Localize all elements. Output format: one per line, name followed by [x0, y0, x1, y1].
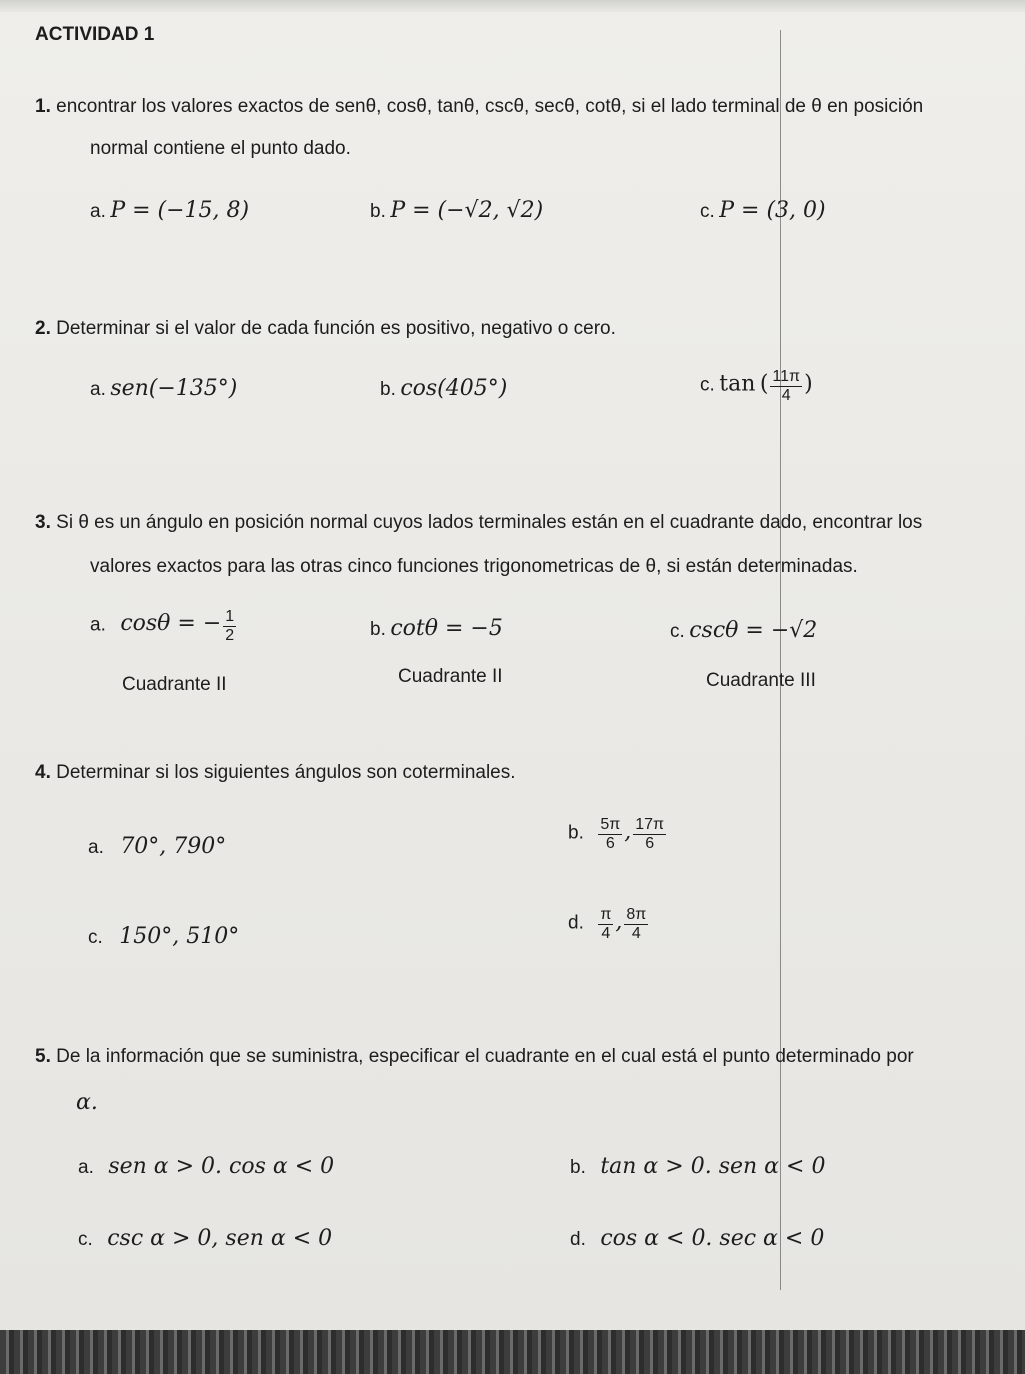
- q4-item-d: d. $\frac{\pi}{4}$ , $\frac{8\pi}{4}$: [568, 906, 647, 942]
- q1-item-a-expr: P = (−15, 8): [110, 198, 250, 223]
- question-1: [35, 96, 923, 118]
- question-3-line-1: Si θ es un ángulo en posición normal cuyos lados terminales están en el cuadrante dado, encontrar los: [56, 512, 923, 533]
- q3-item-a-fraction: [223, 608, 236, 644]
- q3-item-a: [90, 608, 238, 644]
- fraction-numerator: 8π: [626, 906, 647, 923]
- page-title: ACTIVIDAD 1: [35, 24, 155, 45]
- q2-item-c-func: tan: [719, 371, 756, 397]
- question-4: [35, 762, 516, 784]
- fraction-denominator: 4: [601, 924, 611, 942]
- question-4-number: 4.: [35, 762, 51, 783]
- question-5-line-1: De la información que se suministra, especificar el cuadrante en el cual está el punto determinado por: [56, 1046, 914, 1067]
- table-surface: [0, 1330, 1025, 1374]
- q1-item-b-letter: b.: [370, 201, 386, 222]
- question-5-number: 5.: [35, 1046, 51, 1067]
- question-2-number: 2.: [35, 318, 51, 339]
- q2-item-c: c. tan ( $\frac{11\pi}{4}$ ): [700, 368, 813, 404]
- q3-item-b-quadrant: Cuadrante II: [398, 666, 503, 687]
- q4-item-c-letter: c.: [88, 927, 103, 948]
- q3-item-a-quadrant: Cuadrante II: [122, 674, 227, 695]
- q5-item-d-letter: d.: [570, 1229, 586, 1250]
- q1-item-c: [700, 198, 826, 223]
- question-3: [35, 512, 922, 534]
- fraction-denominator: 6: [645, 834, 655, 852]
- q4-item-d-fraction-2: [624, 906, 648, 942]
- q5-item-d-expr: cos α < 0. sec α < 0: [600, 1226, 825, 1251]
- fraction-denominator: 4: [631, 924, 641, 942]
- q2-item-a-letter: a.: [90, 379, 106, 400]
- q5-item-a-expr: sen α > 0. cos α < 0: [108, 1154, 335, 1179]
- q4-item-a-expr: 70°, 790°: [120, 834, 227, 859]
- q4-item-a-letter: a.: [88, 837, 104, 858]
- question-5-line-2: α.: [76, 1090, 98, 1115]
- q2-item-c-letter: c.: [700, 374, 715, 396]
- question-5: [35, 1046, 914, 1068]
- fraction-numerator: π: [600, 906, 612, 923]
- q1-item-c-letter: c.: [700, 201, 715, 222]
- fraction-numerator: 11π: [772, 368, 801, 385]
- page-top-edge: [0, 0, 1025, 12]
- fraction-denominator: 4: [781, 386, 791, 404]
- q3-item-a-letter: a.: [90, 614, 106, 636]
- q4-item-a: [88, 834, 226, 859]
- fraction-denominator: 6: [605, 834, 615, 852]
- q4-item-b-fraction-2: [633, 816, 666, 852]
- q5-item-b-letter: b.: [570, 1157, 586, 1178]
- q3-item-b-letter: b.: [370, 619, 386, 640]
- q1-item-c-expr: P = (3, 0): [719, 198, 826, 223]
- fraction-numerator: 17π: [635, 816, 665, 833]
- q4-item-b: b. $\frac{5\pi}{6}$ , $\frac{17\pi}{6}$: [568, 816, 665, 852]
- question-1-line-2: normal contiene el punto dado.: [90, 138, 351, 159]
- q5-item-c: [78, 1226, 332, 1251]
- q2-item-b: [380, 376, 507, 401]
- q4-item-d-letter: d.: [568, 912, 584, 934]
- q5-item-b-expr: tan α > 0. sen α < 0: [600, 1154, 826, 1179]
- q5-item-b: [570, 1154, 825, 1179]
- q1-item-a: [90, 198, 249, 223]
- q3-item-c: [670, 618, 817, 643]
- q4-item-d-fraction-1: [598, 906, 613, 942]
- q5-item-c-letter: c.: [78, 1229, 93, 1250]
- q3-item-b: [370, 616, 503, 641]
- q2-item-a-expr: sen(−135°): [110, 376, 238, 401]
- q3-item-c-letter: c.: [670, 621, 685, 642]
- question-3-line-2: valores exactos para las otras cinco funciones trigonometricas de θ, si están determinadas.: [90, 556, 858, 577]
- q5-item-a-letter: a.: [78, 1157, 94, 1178]
- fraction-numerator: 5π: [600, 816, 621, 833]
- fraction-denominator: 2: [225, 626, 235, 644]
- q4-item-c-expr: 150°, 510°: [119, 924, 240, 949]
- q1-item-a-letter: a.: [90, 201, 106, 222]
- q2-item-a: [90, 376, 237, 401]
- question-2: [35, 318, 616, 340]
- q3-item-a-expr: cosθ = −: [120, 611, 222, 637]
- question-2-text: Determinar si el valor de cada función es positivo, negativo o cero.: [56, 318, 616, 339]
- q4-item-b-letter: b.: [568, 822, 584, 844]
- question-3-number: 3.: [35, 512, 51, 533]
- q3-item-c-expr: cscθ = −√2: [689, 618, 818, 643]
- q2-item-b-expr: cos(405°): [400, 376, 508, 401]
- fraction-numerator: 1: [225, 608, 235, 625]
- question-4-text: Determinar si los siguientes ángulos son coterminales.: [56, 762, 516, 783]
- question-1-line-1: encontrar los valores exactos de senθ, cosθ, tanθ, cscθ, secθ, cotθ, si el lado terminal de θ en posición: [56, 96, 924, 117]
- q2-item-b-letter: b.: [380, 379, 396, 400]
- q1-item-b-expr: P = (−√2, √2): [390, 198, 544, 223]
- question-1-number: 1.: [35, 96, 51, 117]
- q4-item-b-fraction-1: [598, 816, 622, 852]
- q4-item-c: [88, 924, 239, 949]
- q5-item-c-expr: csc α > 0, sen α < 0: [107, 1226, 333, 1251]
- q3-item-c-quadrant: Cuadrante III: [706, 670, 816, 691]
- q5-item-d: [570, 1226, 824, 1251]
- q2-item-c-fraction: [770, 368, 802, 404]
- q1-item-b: [370, 198, 543, 223]
- q3-item-b-expr: cotθ = −5: [390, 616, 503, 641]
- q5-item-a: [78, 1154, 334, 1179]
